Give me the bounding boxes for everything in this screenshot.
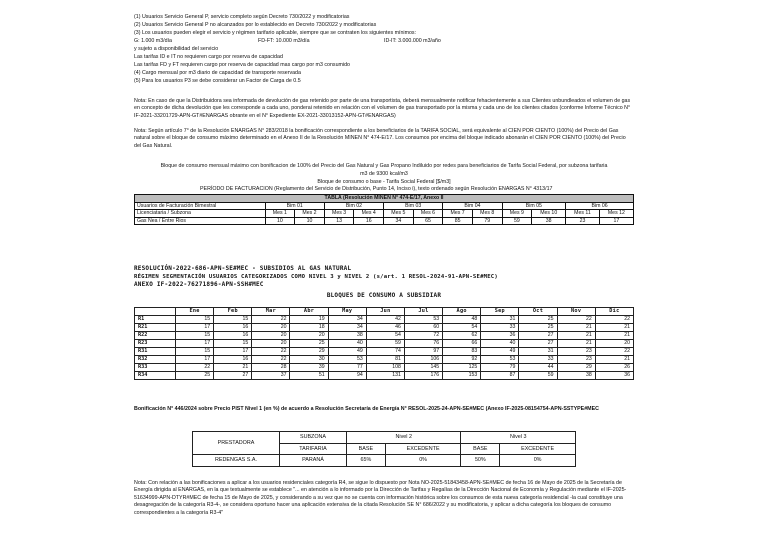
consumo-cell: 46	[366, 324, 404, 332]
bloques-subsidiar-table	[134, 307, 634, 380]
nivel2-header: Nivel 2	[347, 432, 461, 444]
consumo-cell: 17	[176, 356, 214, 364]
prestadora-header: PRESTADORA	[193, 432, 280, 455]
value-cell: 10	[295, 217, 325, 225]
consumo-cell: 79	[481, 364, 519, 372]
consumo-cell: 36	[481, 332, 519, 340]
consumo-cell: 83	[443, 348, 481, 356]
consumo-cell: 87	[481, 372, 519, 380]
consumo-cell: 17	[176, 340, 214, 348]
consumo-cell: 20	[252, 332, 290, 340]
consumo-cell: 17	[176, 324, 214, 332]
consumo-cell: 21	[557, 324, 595, 332]
consumo-cell: 26	[595, 364, 633, 372]
consumo-cell: 38	[557, 372, 595, 380]
consumo-cell: 16	[214, 356, 252, 364]
consumo-cell: 21	[595, 324, 633, 332]
consumo-cell: 131	[366, 372, 404, 380]
corner-cell	[135, 308, 176, 316]
consumo-cell: 77	[328, 364, 366, 372]
bim-row	[135, 202, 634, 210]
consumo-cell: 27	[214, 372, 252, 380]
month-header: Ene	[176, 308, 214, 316]
bonif-header-row-1	[193, 432, 576, 444]
bim-cell: Bim 01	[265, 202, 324, 210]
consumo-cell: 34	[328, 324, 366, 332]
excedente-header: EXCEDENTE	[385, 443, 461, 455]
consumo-cell: 59	[366, 340, 404, 348]
bim-cell: Bim 03	[384, 202, 443, 210]
resolucion-line-2: RÉGIMEN SEGMENTACIÓN USUARIOS CATEGORIZADOS COMO NIVEL 3 y NIVEL 2 (s/art. 1 RESOL-2024-91-APN-SE#MEC)	[134, 274, 498, 280]
consumo-cell: 21	[595, 332, 633, 340]
category-cell: R1	[135, 316, 176, 324]
consumo-cell: 31	[481, 316, 519, 324]
bim-cell: Bim 05	[502, 202, 566, 210]
consumo-cell: 53	[328, 356, 366, 364]
consumo-cell: 33	[481, 324, 519, 332]
table-title: TABLA (Resolución MINEN N° 474-E/17, Anexo II	[135, 195, 634, 203]
consumo-cell: 20	[595, 340, 633, 348]
mes-cell: Mes 4	[354, 210, 384, 218]
mes-cell: Mes 9	[502, 210, 532, 218]
mes-cell: Mes 10	[532, 210, 566, 218]
consumo-cell: 29	[290, 348, 328, 356]
footnote-2: (2) Usuarios Servicio General P no alcanzados por lo establecido en Decreto 730/2022 y modificatorias	[134, 22, 377, 28]
consumo-cell: 20	[290, 332, 328, 340]
footnote-3: (3) Los usuarios pueden elegir el servicio y régimen tarifario aplicable, siempre que se contraten los siguientes mínimos:	[134, 30, 417, 36]
mes-cell: Mes 7	[443, 210, 473, 218]
consumo-cell: 66	[443, 340, 481, 348]
bim-cell: Bim 04	[443, 202, 502, 210]
tarifa-social-table	[134, 194, 634, 225]
bloque-title: Bloque de consumo mensual máximo con bonificacion de 100% del Precio del Gas Natural y Gas Propano Indiluido por redes para beneficiarios de Tarifa Social Federal, por subzona tarifaria	[160, 163, 608, 169]
consumo-cell: 36	[595, 372, 633, 380]
consumo-cell: 22	[252, 316, 290, 324]
row-label: Gas Nea / Entre Rios	[135, 217, 266, 225]
nivel2-base-value: 65%	[347, 455, 386, 467]
value-cell: 16	[354, 217, 384, 225]
nivel3-excedente-value: 0%	[500, 455, 576, 467]
resolucion-line-3: ANEXO IF-2022-76271896-APN-SSH#MEC	[134, 281, 264, 288]
value-cell: 85	[443, 217, 473, 225]
month-header: Jun	[366, 308, 404, 316]
month-header: Abr	[290, 308, 328, 316]
month-header: Mar	[252, 308, 290, 316]
consumo-cell: 60	[404, 324, 442, 332]
consumo-cell: 54	[443, 324, 481, 332]
table-row	[135, 340, 634, 348]
subsidiar-body	[135, 316, 634, 380]
category-cell: R33	[135, 364, 176, 372]
consumo-cell: 27	[519, 332, 557, 340]
consumo-cell: 97	[404, 348, 442, 356]
table-row	[135, 356, 634, 364]
consumo-cell: 92	[443, 356, 481, 364]
consumo-cell: 29	[557, 364, 595, 372]
bim-cell: Bim 02	[324, 202, 383, 210]
consumo-cell: 145	[404, 364, 442, 372]
consumo-cell: 22	[176, 364, 214, 372]
month-header: Oct	[519, 308, 557, 316]
month-header: Feb	[214, 308, 252, 316]
nota-devolucion: Nota: En caso de que la Distribuidora sea informada de devolución de gas retenido por parte de una transportista, deberá mensualmente notificar fehacientemente a sus Clientes unbundleados el volumen de gas en concepto de dicha devolución que les corresponde a cada uno, ponderai retenido en relación con el volumen de gas transportado por la misma y cada uno de los clientes citados (conforme Informe Técnico N° IF-2021-33201729-APN-GT#ENARGAS obrante en el N° Expediente EX-2021-33013152-APN-GT#ENARGAS)	[134, 98, 631, 119]
consumo-cell: 18	[290, 324, 328, 332]
table-row	[135, 372, 634, 380]
mes-cell: Mes 2	[295, 210, 325, 218]
value-cell: 10	[265, 217, 295, 225]
minimo-fdft: FD-FT: 10.000 m3/día	[258, 38, 310, 44]
bonificacion-table	[192, 431, 576, 467]
consumo-cell: 16	[214, 332, 252, 340]
category-cell: R31	[135, 348, 176, 356]
consumo-cell: 15	[176, 348, 214, 356]
consumo-cell: 23	[557, 348, 595, 356]
value-cell: 13	[324, 217, 354, 225]
consumo-cell: 37	[252, 372, 290, 380]
base-header: BASE	[347, 443, 386, 455]
nivel3-base-value: 50%	[461, 455, 500, 467]
consumo-cell: 25	[519, 316, 557, 324]
month-header: Dic	[595, 308, 633, 316]
periodo-facturacion: PERÍODO DE FACTURACION (Reglamento del Servicio de Distribución, Punto 14, Inciso i), texto ordenado según Resolución ENARGAS N° 4313/17	[200, 186, 553, 192]
values-row	[135, 217, 634, 225]
consumo-cell: 16	[214, 324, 252, 332]
row-label: Usuarios de Facturación Bimestral	[135, 202, 266, 210]
value-cell: 59	[502, 217, 532, 225]
consumo-cell: 54	[366, 332, 404, 340]
consumo-cell: 51	[290, 372, 328, 380]
months-header-row	[135, 308, 634, 316]
month-header: Nov	[557, 308, 595, 316]
footnote-tarifas-fd: Las tarifas FD y FT requieren cargo por reserva de capacidad mas cargo por m3 consumido	[134, 62, 350, 68]
consumo-cell: 15	[214, 316, 252, 324]
mes-row	[135, 210, 634, 218]
value-cell: 38	[532, 217, 566, 225]
consumo-cell: 40	[328, 340, 366, 348]
bonificacion-title: Bonificación N° 446/2024 sobre Precio PIST Nivel 1 (en %) de acuerdo a Resolución Secretaría de Energía N° RESOL-2025-24-APN-SE#MEC (Anexo IF-2025-08154754-APN-SSTYPE#MEC	[134, 406, 599, 412]
nota-tarifa-social: Nota: Según artículo 7° de la Resolución ENARGAS N° 283/2018 la bonificación correspondiente a los beneficiarios de la TARIFA SOCIAL, será equivalente al CIEN POR CIENTO (100%) del Precio del Gas natural sobre el bloque de consumo máximo determinado en el Anexo II de la Resolución MINEN N° 474-E/17. Los consumos por encima del bloque indicado abonarán el CIEN POR CIENTO (100%) del Precio del Gas Natural.	[134, 128, 626, 149]
consumo-cell: 72	[404, 332, 442, 340]
consumo-cell: 15	[214, 340, 252, 348]
subzona-value: PARANÁ	[280, 455, 347, 467]
footnote-5: (5) Para los usuarios P3 se debe considerar un Factor de Carga de 0.5	[134, 78, 301, 84]
consumo-cell: 21	[557, 340, 595, 348]
consumo-cell: 38	[328, 332, 366, 340]
consumo-cell: 21	[557, 332, 595, 340]
consumo-cell: 15	[176, 316, 214, 324]
consumo-cell: 20	[252, 324, 290, 332]
month-header: May	[328, 308, 366, 316]
consumo-cell: 94	[328, 372, 366, 380]
mes-cell: Mes 5	[384, 210, 414, 218]
value-cell: 34	[384, 217, 414, 225]
nivel3-header: Nivel 3	[461, 432, 576, 444]
consumo-cell: 106	[404, 356, 442, 364]
consumo-cell: 22	[595, 348, 633, 356]
consumo-cell: 28	[252, 364, 290, 372]
consumo-cell: 53	[404, 316, 442, 324]
nota-r4: Nota: Con relación a las bonificaciones a aplicar a los usuarios residenciales categoría R4, se sigue lo dispuesto por Nota NO-2025-51843458-APN-SE#MEC de fecha 16 de Mayo de 2025 de la Secretaría de Energía dirigida al ENARGAS, en la que textualmente se establece "... en atención a lo informado por la Dirección de Tarifas y Regalías de la Dirección Nacional de Economía y Regulación mediante el IF-2025-51634999-APN-DTYR#MEC de fecha 15 de Mayo de 2025, y considerando a su vez que no se cuenta con información histórica sobre los consumos de esta nueva categoría residencial -la cual constituye una desagregación de la categoría R3-4-, se considera oportuno hacer una aplicación extensiva de la citada Resolución SE N° 686/2022 y su modificatoria, y aplicar a dicha categoría los bloques de consumo correspondientes a la categoría R3-4"	[134, 480, 627, 516]
row-label: Licenciataria / Subzona	[135, 210, 266, 218]
consumo-cell: 25	[519, 324, 557, 332]
prestadora-value: REDENGAS S.A.	[193, 455, 280, 467]
bim-cell: Bim 06	[566, 202, 634, 210]
consumo-cell: 21	[595, 356, 633, 364]
consumo-cell: 176	[404, 372, 442, 380]
tarifaria-header: TARIFARIA	[280, 443, 347, 455]
category-cell: R21	[135, 324, 176, 332]
consumo-cell: 34	[328, 316, 366, 324]
consumo-cell: 125	[443, 364, 481, 372]
consumo-cell: 23	[557, 356, 595, 364]
consumo-cell: 44	[519, 364, 557, 372]
consumo-cell: 42	[366, 316, 404, 324]
consumo-cell: 59	[519, 372, 557, 380]
table-row	[135, 348, 634, 356]
table-row	[135, 316, 634, 324]
mes-cell: Mes 3	[324, 210, 354, 218]
consumo-cell: 153	[443, 372, 481, 380]
month-header: Jul	[404, 308, 442, 316]
consumo-cell: 108	[366, 364, 404, 372]
consumo-cell: 53	[481, 356, 519, 364]
footnote-1: (1) Usuarios Servicio General P, servicio completo según Decreto 730/2022 y modificatorias	[134, 14, 350, 20]
consumo-cell: 25	[290, 340, 328, 348]
month-header: Sep	[481, 308, 519, 316]
consumo-cell: 33	[519, 356, 557, 364]
consumo-cell: 49	[328, 348, 366, 356]
footnote-4: (4) Cargo mensual por m3 diario de capacidad de transporte reservada	[134, 70, 301, 76]
consumo-cell: 30	[290, 356, 328, 364]
nivel2-excedente-value: 0%	[385, 455, 461, 467]
consumo-cell: 22	[557, 316, 595, 324]
consumo-cell: 21	[214, 364, 252, 372]
consumo-cell: 31	[519, 348, 557, 356]
consumo-cell: 17	[214, 348, 252, 356]
category-cell: R23	[135, 340, 176, 348]
bloque-subtitle: Bloque de consumo o base - Tarifa Social Federal [$/m3]	[317, 179, 451, 185]
consumo-cell: 81	[366, 356, 404, 364]
consumo-cell: 22	[252, 356, 290, 364]
category-cell: R34	[135, 372, 176, 380]
consumo-cell: 76	[404, 340, 442, 348]
bonif-data-row	[193, 455, 576, 467]
value-cell: 79	[472, 217, 502, 225]
resolucion-line-1: RESOLUCIÓN-2022-686-APN-SE#MEC - SUBSIDIOS AL GAS NATURAL	[134, 265, 352, 272]
mes-cell: Mes 12	[599, 210, 633, 218]
consumo-cell: 49	[481, 348, 519, 356]
value-cell: 17	[599, 217, 633, 225]
table-row	[135, 324, 634, 332]
mes-cell: Mes 6	[413, 210, 443, 218]
value-cell: 65	[413, 217, 443, 225]
minimo-g: G: 1.000 m3/día	[134, 38, 172, 44]
consumo-cell: 74	[366, 348, 404, 356]
consumo-cell: 19	[290, 316, 328, 324]
consumo-cell: 39	[290, 364, 328, 372]
mes-cell: Mes 11	[566, 210, 600, 218]
footnote-3b: y sujeto a disponibilidad del servicio	[134, 46, 219, 52]
mes-cell: Mes 1	[265, 210, 295, 218]
consumo-cell: 15	[176, 332, 214, 340]
category-cell: R22	[135, 332, 176, 340]
table-row	[135, 364, 634, 372]
month-header: Ago	[443, 308, 481, 316]
footnote-tarifas-id: Las tarifas ID e IT no requieren cargo por reserva de capacidad	[134, 54, 283, 60]
excedente-header: EXCEDENTE	[500, 443, 576, 455]
category-cell: R32	[135, 356, 176, 364]
minimo-idit: ID-IT: 3.000.000 m3/año	[384, 38, 441, 44]
consumo-cell: 22	[595, 316, 633, 324]
consumo-cell: 25	[176, 372, 214, 380]
consumo-cell: 22	[252, 348, 290, 356]
consumo-cell: 40	[481, 340, 519, 348]
mes-cell: Mes 8	[472, 210, 502, 218]
consumo-cell: 48	[443, 316, 481, 324]
table-title-row	[135, 195, 634, 203]
value-cell: 23	[566, 217, 600, 225]
consumo-cell: 27	[519, 340, 557, 348]
table-row	[135, 332, 634, 340]
bloques-title: BLOQUES DE CONSUMO A SUBSIDIAR	[326, 292, 442, 299]
consumo-cell: 62	[443, 332, 481, 340]
consumo-cell: 20	[252, 340, 290, 348]
subzona-header: SUBZONA	[280, 432, 347, 444]
base-header: BASE	[461, 443, 500, 455]
bloque-unit: m3 de 9300 kcal/m3	[360, 171, 408, 177]
